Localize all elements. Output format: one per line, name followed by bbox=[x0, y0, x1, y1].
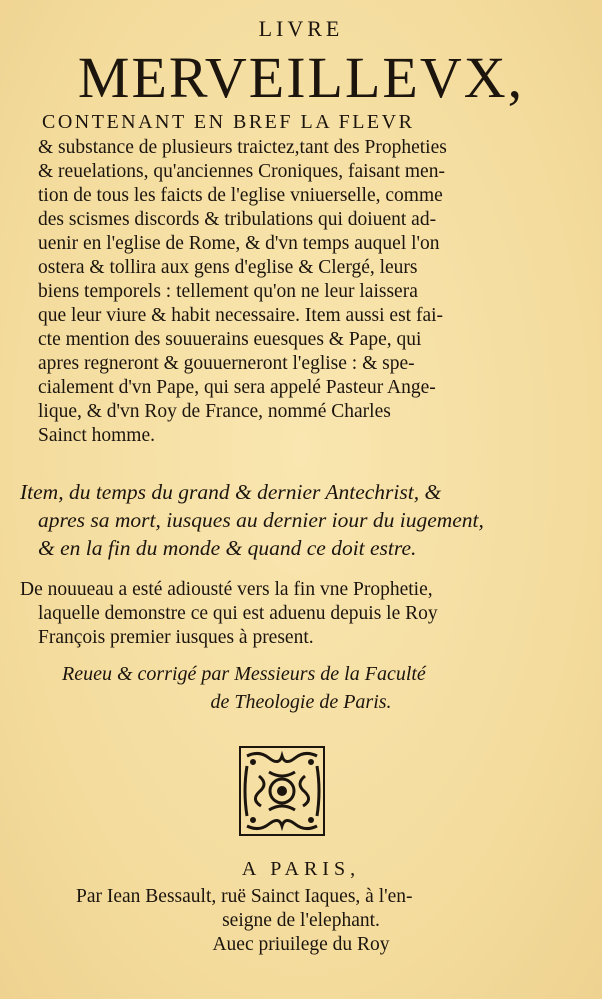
body-line: cialement d'vn Pape, qui sera appelé Pasteur Ange- bbox=[38, 377, 436, 398]
privilege-line: Auec priuilege du Roy bbox=[212, 934, 390, 955]
imprint-city: A PARIS, bbox=[241, 858, 361, 880]
italic-line: apres sa mort, iusques au dernier iour du iugement, bbox=[38, 508, 484, 532]
body-line: Sainct homme. bbox=[38, 425, 155, 446]
title-main: MERVEILLEVX, bbox=[77, 45, 525, 110]
body-line: cte mention des souuerains euesques & Pape, qui bbox=[38, 329, 422, 350]
italic-line: & en la fin du monde & quand ce doit estre. bbox=[38, 536, 417, 560]
italic-line: Item, du temps du grand & dernier Antechrist, & bbox=[20, 480, 442, 504]
body-line: biens temporels : tellement qu'on ne leur laissera bbox=[38, 281, 418, 302]
body-line: apres regneront & gouuerneront l'eglise : & spe- bbox=[38, 353, 415, 374]
body-line: uenir en l'eglise de Rome, & d'vn temps auquel l'on bbox=[38, 233, 440, 254]
body-line: & reuelations, qu'anciennes Croniques, faisant men- bbox=[38, 161, 445, 182]
approval-line: Reueu & corrigé par Messieurs de la Faculté bbox=[62, 663, 426, 685]
body-line: des scismes discords & tribulations qui doiuent ad- bbox=[38, 209, 437, 230]
body-line: CONTENANT EN BREF LA FLEVR bbox=[42, 111, 415, 133]
imprint-line: seigne de l'elephant. bbox=[222, 910, 380, 931]
addition-line: De nouueau a esté adiousté vers la fin vne Prophetie, bbox=[20, 579, 433, 600]
body-line: & substance de plusieurs traictez,tant des Propheties bbox=[38, 137, 447, 158]
title-line-1: LIVRE bbox=[258, 16, 344, 41]
body-line: que leur viure & habit necessaire. Item aussi est fai- bbox=[38, 305, 444, 326]
addition-line: laquelle demonstre ce qui est aduenu depuis le Roy bbox=[38, 603, 438, 624]
printers-ornament-icon bbox=[239, 746, 325, 836]
body-line: tion de tous les faicts de l'eglise vniuerselle, comme bbox=[38, 185, 443, 206]
addition-line: François premier iusques à present. bbox=[38, 627, 314, 648]
body-line: lique, & d'vn Roy de France, nommé Charles bbox=[38, 401, 391, 422]
imprint-line: Par Iean Bessault, ruë Sainct Iaques, à l'en- bbox=[76, 886, 413, 907]
approval-line: de Theologie de Paris. bbox=[210, 691, 392, 713]
body-line: ostera & tollira aux gens d'eglise & Clergé, leurs bbox=[38, 257, 418, 278]
